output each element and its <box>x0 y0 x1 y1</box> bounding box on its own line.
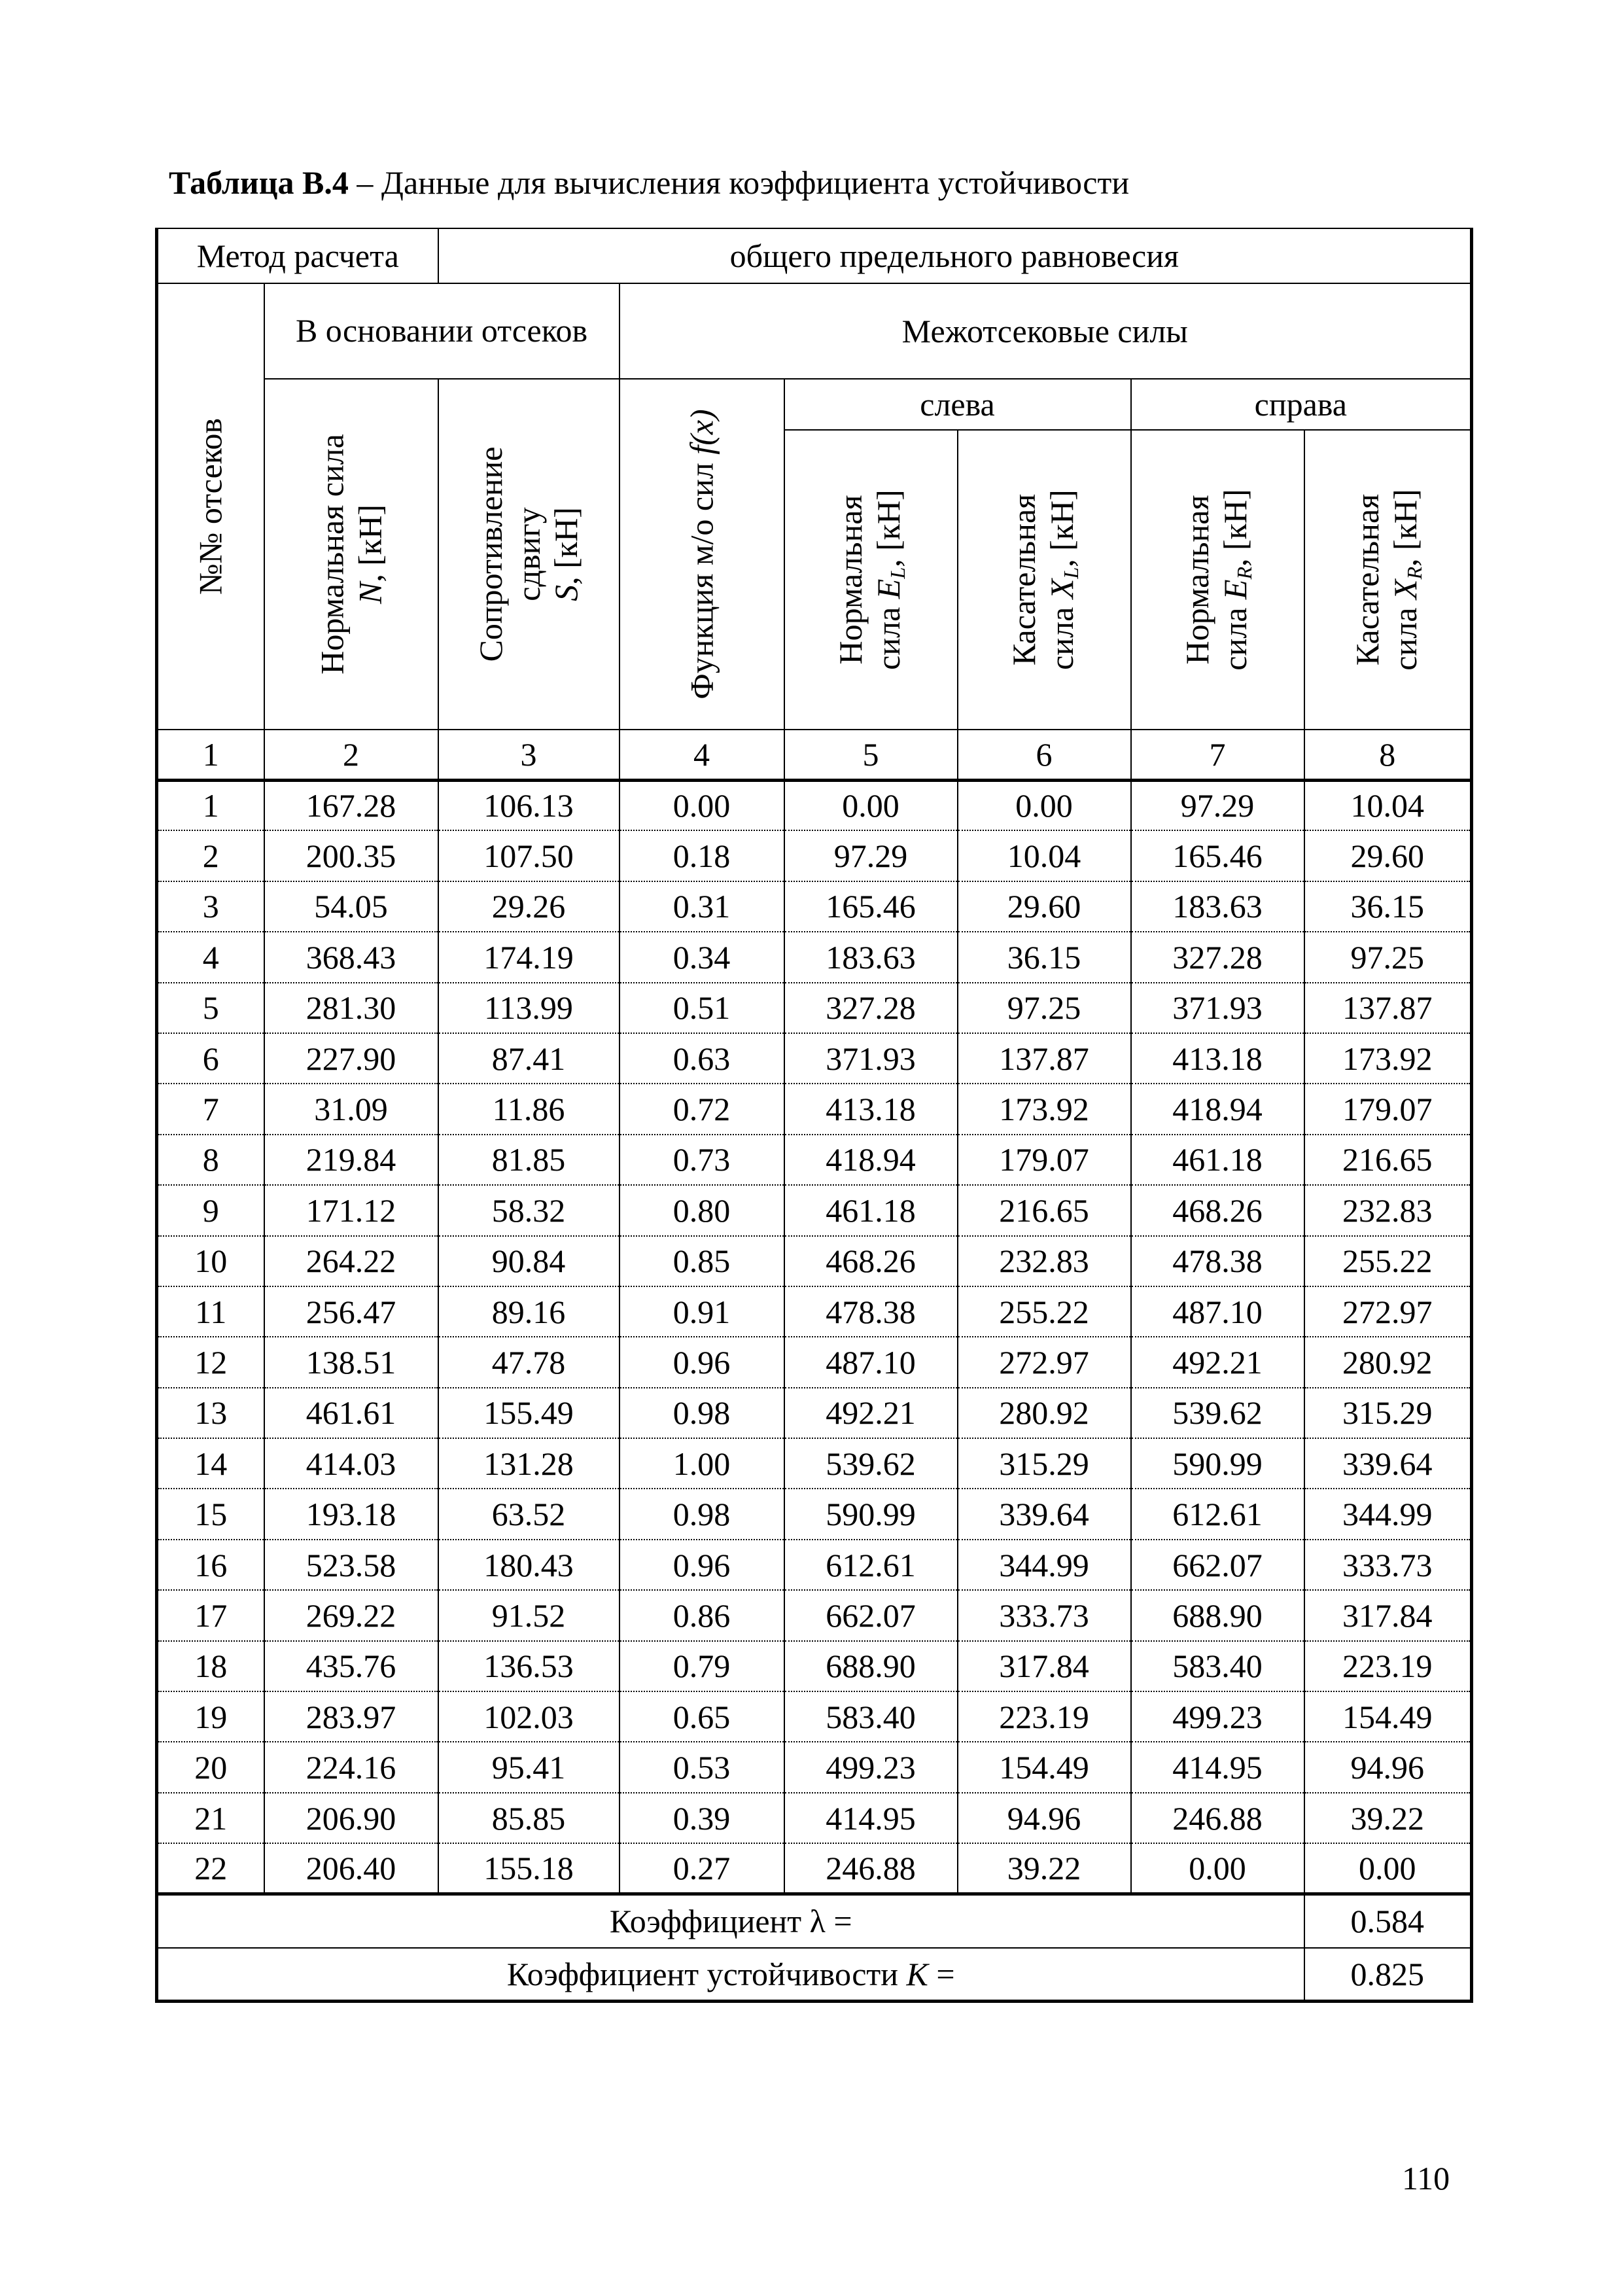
table-cell: 206.90 <box>264 1793 438 1843</box>
table-cell: 590.99 <box>1131 1438 1304 1489</box>
table-cell: 523.58 <box>264 1540 438 1590</box>
table-row <box>157 1388 1472 1438</box>
table-row <box>157 830 1472 881</box>
table-cell: 216.65 <box>958 1185 1131 1235</box>
table-cell: 15 <box>157 1489 264 1539</box>
table-cell: 155.18 <box>438 1843 620 1894</box>
table-cell: 487.10 <box>1131 1286 1304 1337</box>
table-cell: 272.97 <box>958 1337 1131 1387</box>
table-cell: 9 <box>157 1185 264 1235</box>
table-row <box>157 1489 1472 1539</box>
table-cell: 0.00 <box>1131 1843 1304 1894</box>
left-group-header: слева <box>784 379 1131 430</box>
table-cell: 193.18 <box>264 1489 438 1539</box>
col3-header: Сопротивление сдвигу S, [кН] <box>438 379 620 730</box>
k-value: 0.825 <box>1304 1948 1472 2002</box>
table-cell: 478.38 <box>784 1286 958 1337</box>
col4-header: Функция м/о сил f(x) <box>620 379 784 730</box>
table-cell: 0.63 <box>620 1033 784 1084</box>
table-cell: 327.28 <box>1131 932 1304 982</box>
col2-header: Нормальная сила N, [кН] <box>264 379 438 730</box>
table-cell: 106.13 <box>438 780 620 830</box>
header-row-groups <box>157 283 1472 379</box>
table-row <box>157 1742 1472 1792</box>
table-cell: 590.99 <box>784 1489 958 1539</box>
table-cell: 0.72 <box>620 1084 784 1134</box>
method-row <box>157 228 1472 283</box>
base-group-header: В основании отсеков <box>264 283 620 379</box>
column-number: 4 <box>620 730 784 780</box>
table-cell: 539.62 <box>784 1438 958 1489</box>
table-cell: 36.15 <box>1304 881 1472 932</box>
table-row <box>157 1286 1472 1337</box>
k-label: Коэффициент устойчивости K = <box>157 1948 1304 2002</box>
table-cell: 0.34 <box>620 932 784 982</box>
table-cell: 414.95 <box>1131 1742 1304 1792</box>
table-cell: 0.91 <box>620 1286 784 1337</box>
table-row <box>157 932 1472 982</box>
table-cell: 0.27 <box>620 1843 784 1894</box>
table-cell: 688.90 <box>1131 1590 1304 1640</box>
table-cell: 138.51 <box>264 1337 438 1387</box>
table-cell: 29.26 <box>438 881 620 932</box>
table-cell: 612.61 <box>1131 1489 1304 1539</box>
table-cell: 414.03 <box>264 1438 438 1489</box>
lambda-label: Коэффициент λ = <box>157 1894 1304 1948</box>
table-row <box>157 1084 1472 1134</box>
table-cell: 0.98 <box>620 1388 784 1438</box>
table-cell: 94.96 <box>958 1793 1131 1843</box>
stability-table <box>155 228 1473 2003</box>
table-cell: 0.51 <box>620 983 784 1033</box>
table-cell: 499.23 <box>1131 1691 1304 1742</box>
table-cell: 281.30 <box>264 983 438 1033</box>
table-cell: 4 <box>157 932 264 982</box>
table-row <box>157 1033 1472 1084</box>
table-cell: 492.21 <box>784 1388 958 1438</box>
column-number: 2 <box>264 730 438 780</box>
table-cell: 29.60 <box>958 881 1131 932</box>
table-cell: 0.73 <box>620 1135 784 1185</box>
table-cell: 0.18 <box>620 830 784 881</box>
table-cell: 371.93 <box>1131 983 1304 1033</box>
column-number: 7 <box>1131 730 1304 780</box>
table-cell: 183.63 <box>784 932 958 982</box>
table-cell: 1 <box>157 780 264 830</box>
table-cell: 539.62 <box>1131 1388 1304 1438</box>
table-cell: 91.52 <box>438 1590 620 1640</box>
col8-header: Касательная сила $X_R$, [кН] <box>1304 430 1472 730</box>
table-cell: 272.97 <box>1304 1286 1472 1337</box>
table-cell: 414.95 <box>784 1793 958 1843</box>
table-cell: 97.29 <box>1131 780 1304 830</box>
right-group-header: справа <box>1131 379 1472 430</box>
table-cell: 179.07 <box>1304 1084 1472 1134</box>
table-cell: 418.94 <box>1131 1084 1304 1134</box>
table-row <box>157 881 1472 932</box>
table-cell: 317.84 <box>958 1641 1131 1691</box>
table-cell: 583.40 <box>1131 1641 1304 1691</box>
table-cell: 223.19 <box>1304 1641 1472 1691</box>
table-row <box>157 1236 1472 1286</box>
table-cell: 90.84 <box>438 1236 620 1286</box>
table-cell: 14 <box>157 1438 264 1489</box>
table-cell: 461.61 <box>264 1388 438 1438</box>
table-cell: 97.29 <box>784 830 958 881</box>
table-cell: 5 <box>157 983 264 1033</box>
method-value: общего предельного равновесия <box>438 228 1472 283</box>
table-row <box>157 1185 1472 1235</box>
caption-text: – Данные для вычисления коэффициента устойчивости <box>357 164 1130 201</box>
table-cell: 173.92 <box>1304 1033 1472 1084</box>
col5-header: Нормальная сила $E_L$, [кН] <box>784 430 958 730</box>
table-cell: 0.00 <box>958 780 1131 830</box>
table-cell: 87.41 <box>438 1033 620 1084</box>
table-cell: 155.49 <box>438 1388 620 1438</box>
table-cell: 11 <box>157 1286 264 1337</box>
table-cell: 0.98 <box>620 1489 784 1539</box>
table-cell: 333.73 <box>958 1590 1131 1640</box>
table-cell: 20 <box>157 1742 264 1792</box>
table-cell: 8 <box>157 1135 264 1185</box>
k-row <box>157 1948 1472 2002</box>
column-number-row <box>157 730 1472 780</box>
table-cell: 662.07 <box>784 1590 958 1640</box>
table-row <box>157 983 1472 1033</box>
table-cell: 95.41 <box>438 1742 620 1792</box>
table-cell: 29.60 <box>1304 830 1472 881</box>
table-row <box>157 1691 1472 1742</box>
table-cell: 435.76 <box>264 1641 438 1691</box>
table-cell: 339.64 <box>958 1489 1131 1539</box>
caption-label: Таблица В.4 <box>169 164 349 201</box>
method-label: Метод расчета <box>157 228 438 283</box>
table-cell: 612.61 <box>784 1540 958 1590</box>
table-cell: 137.87 <box>958 1033 1131 1084</box>
column-number: 5 <box>784 730 958 780</box>
table-cell: 0.00 <box>1304 1843 1472 1894</box>
header-row-sides <box>157 379 1472 430</box>
table-cell: 246.88 <box>784 1843 958 1894</box>
table-cell: 315.29 <box>958 1438 1131 1489</box>
interslice-group-header: Межотсековые силы <box>620 283 1472 379</box>
table-cell: 63.52 <box>438 1489 620 1539</box>
table-cell: 468.26 <box>1131 1185 1304 1235</box>
table-cell: 85.85 <box>438 1793 620 1843</box>
table-cell: 47.78 <box>438 1337 620 1387</box>
page-number: 110 <box>1402 2160 1450 2197</box>
table-cell: 280.92 <box>958 1388 1131 1438</box>
table-cell: 219.84 <box>264 1135 438 1185</box>
table-cell: 206.40 <box>264 1843 438 1894</box>
table-cell: 54.05 <box>264 881 438 932</box>
table-cell: 154.49 <box>1304 1691 1472 1742</box>
table-cell: 179.07 <box>958 1135 1131 1185</box>
table-cell: 256.47 <box>264 1286 438 1337</box>
table-cell: 461.18 <box>1131 1135 1304 1185</box>
table-cell: 0.86 <box>620 1590 784 1640</box>
table-row <box>157 1590 1472 1640</box>
table-cell: 0.96 <box>620 1540 784 1590</box>
table-row <box>157 1337 1472 1387</box>
table-cell: 264.22 <box>264 1236 438 1286</box>
table-cell: 171.12 <box>264 1185 438 1235</box>
table-cell: 1.00 <box>620 1438 784 1489</box>
table-cell: 0.85 <box>620 1236 784 1286</box>
table-row <box>157 1793 1472 1843</box>
table-cell: 173.92 <box>958 1084 1131 1134</box>
table-cell: 19 <box>157 1691 264 1742</box>
table-cell: 216.65 <box>1304 1135 1472 1185</box>
table-cell: 246.88 <box>1131 1793 1304 1843</box>
table-cell: 224.16 <box>264 1742 438 1792</box>
column-number: 8 <box>1304 730 1472 780</box>
table-cell: 97.25 <box>1304 932 1472 982</box>
lambda-row <box>157 1894 1472 1948</box>
table-cell: 102.03 <box>438 1691 620 1742</box>
table-cell: 223.19 <box>958 1691 1131 1742</box>
table-cell: 368.43 <box>264 932 438 982</box>
column-number: 1 <box>157 730 264 780</box>
table-cell: 200.35 <box>264 830 438 881</box>
table-cell: 107.50 <box>438 830 620 881</box>
table-cell: 232.83 <box>1304 1185 1472 1235</box>
table-cell: 0.00 <box>620 780 784 830</box>
table-cell: 10 <box>157 1236 264 1286</box>
table-cell: 418.94 <box>784 1135 958 1185</box>
table-cell: 0.65 <box>620 1691 784 1742</box>
table-cell: 344.99 <box>958 1540 1131 1590</box>
table-cell: 280.92 <box>1304 1337 1472 1387</box>
table-cell: 327.28 <box>784 983 958 1033</box>
table-cell: 255.22 <box>1304 1236 1472 1286</box>
table-cell: 16 <box>157 1540 264 1590</box>
table-cell: 165.46 <box>1131 830 1304 881</box>
table-cell: 174.19 <box>438 932 620 982</box>
table-cell: 468.26 <box>784 1236 958 1286</box>
table-cell: 113.99 <box>438 983 620 1033</box>
table-cell: 317.84 <box>1304 1590 1472 1640</box>
table-cell: 6 <box>157 1033 264 1084</box>
table-cell: 94.96 <box>1304 1742 1472 1792</box>
table-cell: 0.00 <box>784 780 958 830</box>
table-cell: 0.39 <box>620 1793 784 1843</box>
table-cell: 662.07 <box>1131 1540 1304 1590</box>
table-cell: 0.96 <box>620 1337 784 1387</box>
table-cell: 137.87 <box>1304 983 1472 1033</box>
table-cell: 499.23 <box>784 1742 958 1792</box>
table-cell: 0.79 <box>620 1641 784 1691</box>
table-cell: 154.49 <box>958 1742 1131 1792</box>
table-cell: 269.22 <box>264 1590 438 1640</box>
table-cell: 371.93 <box>784 1033 958 1084</box>
col-num-header: №№ отсеков <box>157 283 264 730</box>
table-row <box>157 1135 1472 1185</box>
table-cell: 492.21 <box>1131 1337 1304 1387</box>
table-cell: 283.97 <box>264 1691 438 1742</box>
table-cell: 18 <box>157 1641 264 1691</box>
table-cell: 232.83 <box>958 1236 1131 1286</box>
table-cell: 255.22 <box>958 1286 1131 1337</box>
table-cell: 39.22 <box>958 1843 1131 1894</box>
table-cell: 7 <box>157 1084 264 1134</box>
table-cell: 2 <box>157 830 264 881</box>
table-cell: 3 <box>157 881 264 932</box>
table-cell: 344.99 <box>1304 1489 1472 1539</box>
table-cell: 487.10 <box>784 1337 958 1387</box>
table-cell: 0.53 <box>620 1742 784 1792</box>
table-cell: 12 <box>157 1337 264 1387</box>
table-cell: 131.28 <box>438 1438 620 1489</box>
table-cell: 688.90 <box>784 1641 958 1691</box>
table-cell: 10.04 <box>958 830 1131 881</box>
table-caption <box>169 164 1129 202</box>
table-cell: 339.64 <box>1304 1438 1472 1489</box>
table-cell: 227.90 <box>264 1033 438 1084</box>
table-cell: 89.16 <box>438 1286 620 1337</box>
table-cell: 165.46 <box>784 881 958 932</box>
table-cell: 10.04 <box>1304 780 1472 830</box>
table-row <box>157 1843 1472 1894</box>
table-cell: 333.73 <box>1304 1540 1472 1590</box>
table-cell: 11.86 <box>438 1084 620 1134</box>
table-cell: 180.43 <box>438 1540 620 1590</box>
table-cell: 461.18 <box>784 1185 958 1235</box>
table-cell: 97.25 <box>958 983 1131 1033</box>
table-cell: 31.09 <box>264 1084 438 1134</box>
table-cell: 81.85 <box>438 1135 620 1185</box>
column-number: 3 <box>438 730 620 780</box>
table-cell: 167.28 <box>264 780 438 830</box>
table-cell: 478.38 <box>1131 1236 1304 1286</box>
table-cell: 315.29 <box>1304 1388 1472 1438</box>
table-row <box>157 1540 1472 1590</box>
table-cell: 17 <box>157 1590 264 1640</box>
table-cell: 583.40 <box>784 1691 958 1742</box>
table-cell: 0.31 <box>620 881 784 932</box>
col7-header: Нормальная сила $E_R$, [кН] <box>1131 430 1304 730</box>
lambda-value: 0.584 <box>1304 1894 1472 1948</box>
table-body <box>157 780 1472 1894</box>
table-cell: 21 <box>157 1793 264 1843</box>
table-cell: 413.18 <box>784 1084 958 1134</box>
table-cell: 58.32 <box>438 1185 620 1235</box>
table-row <box>157 1438 1472 1489</box>
table-cell: 183.63 <box>1131 881 1304 932</box>
col6-header: Касательная сила $X_L$, [кН] <box>958 430 1131 730</box>
table-cell: 0.80 <box>620 1185 784 1235</box>
table-cell: 413.18 <box>1131 1033 1304 1084</box>
table-cell: 22 <box>157 1843 264 1894</box>
table-row <box>157 1641 1472 1691</box>
table-cell: 39.22 <box>1304 1793 1472 1843</box>
table-row <box>157 780 1472 830</box>
table-cell: 136.53 <box>438 1641 620 1691</box>
table-cell: 13 <box>157 1388 264 1438</box>
table-cell: 36.15 <box>958 932 1131 982</box>
column-number: 6 <box>958 730 1131 780</box>
